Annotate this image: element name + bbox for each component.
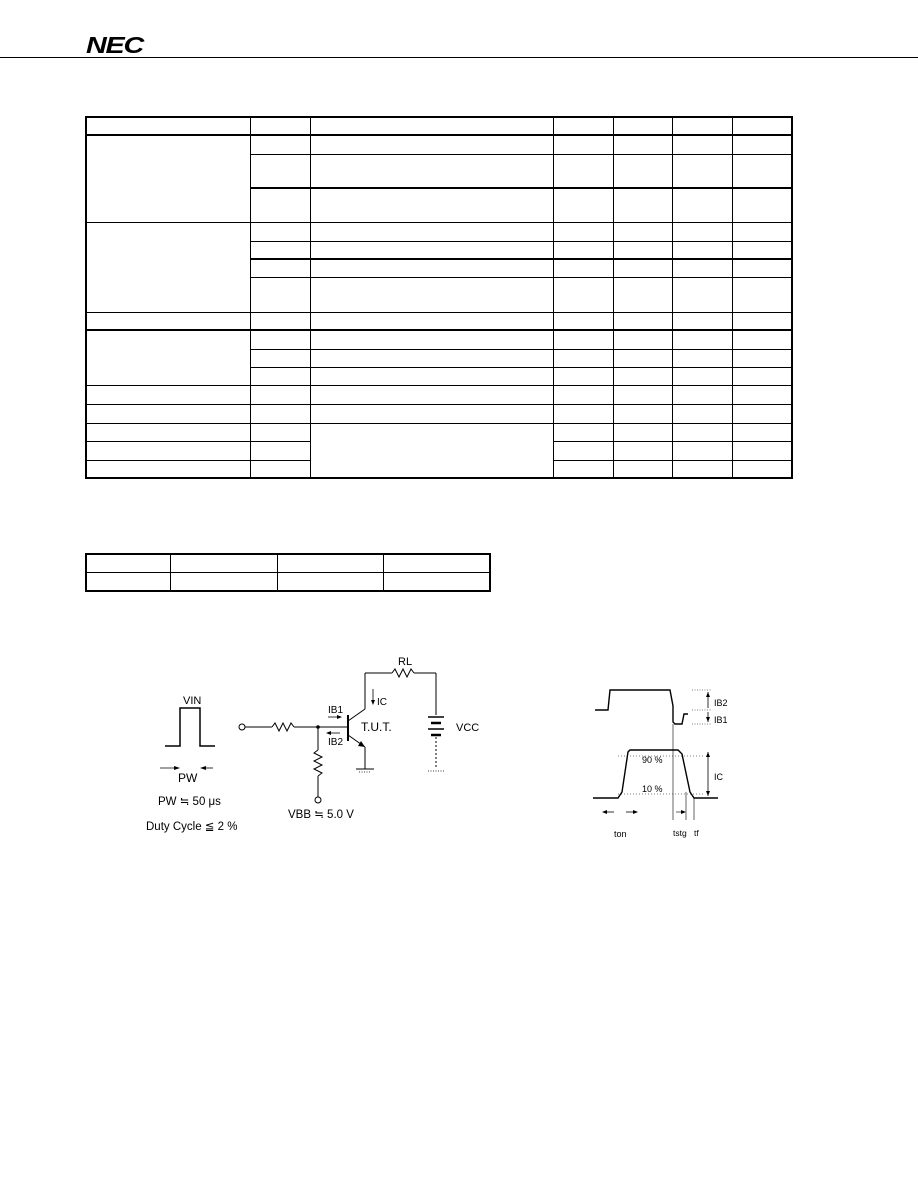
ic-label: IC — [377, 697, 387, 708]
vcc-label: VCC — [456, 722, 480, 734]
base-resistor — [272, 723, 294, 731]
rl-label: RL — [398, 656, 413, 668]
base-current-waveform — [595, 690, 688, 724]
pw-value: PW ≒ 50 μs — [158, 796, 221, 808]
load-resistor — [392, 669, 414, 677]
input-terminal — [239, 724, 245, 730]
vbb-label: VBB ≒ 5.0 V — [288, 809, 354, 821]
tut-label: T.U.T. — [361, 720, 392, 734]
table-row — [86, 572, 490, 591]
bias-resistor — [314, 750, 322, 776]
table-header-row — [86, 117, 792, 135]
ton-label: ton — [614, 829, 627, 839]
classification-table — [85, 553, 491, 592]
pct90-label: 90 % — [642, 755, 663, 765]
table-row — [86, 385, 792, 404]
ib2-label: IB2 — [328, 737, 344, 748]
switching-waveform-diagram — [590, 680, 740, 850]
characteristics-table — [85, 116, 793, 479]
duty-cycle: Duty Cycle ≦ 2 % — [146, 821, 238, 833]
pulse-waveform — [165, 708, 215, 746]
table-header-row — [86, 554, 490, 572]
table-row — [86, 423, 792, 441]
table-row — [86, 404, 792, 423]
table-row — [86, 330, 792, 349]
wave-ib2-label: IB2 — [714, 698, 728, 708]
tf-label: tf — [694, 828, 699, 838]
pw-label: PW — [178, 771, 198, 785]
pct10-label: 10 % — [642, 784, 663, 794]
vbb-terminal — [315, 797, 321, 803]
test-circuit-diagram — [230, 645, 500, 825]
tstg-label: tstg — [673, 828, 687, 838]
vin-label: VIN — [183, 695, 202, 707]
wave-ic-label: IC — [714, 772, 723, 782]
wave-ib1-label: IB1 — [714, 715, 728, 725]
ib1-label: IB1 — [328, 705, 344, 716]
nec-logo: NEC — [86, 32, 143, 58]
table-row — [86, 222, 792, 241]
table-row — [86, 135, 792, 154]
table-row — [86, 312, 792, 330]
header-rule — [0, 57, 918, 58]
